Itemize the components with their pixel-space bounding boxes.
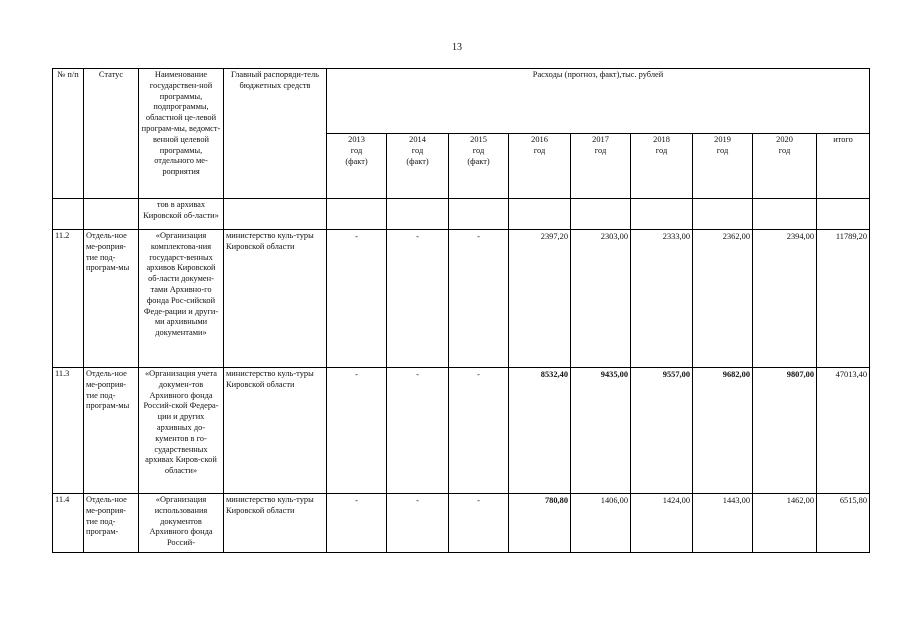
value-2017: 9435,00 (571, 368, 631, 494)
row-status: Отдель-ное ме-роприя-тие под-програм-мы (84, 230, 139, 368)
year-2014: 2014 год (факт) (387, 134, 449, 199)
expenses-table (52, 68, 870, 553)
value-2019: 1443,00 (693, 494, 753, 553)
continuation-name: тов в архивах Кировской об-ласти» (139, 199, 224, 230)
value-2016: 8532,40 (509, 368, 571, 494)
row-num: 11.2 (53, 230, 84, 368)
year-2015: 2015 год (факт) (449, 134, 509, 199)
value-2014: - (387, 230, 449, 368)
value-2014: - (387, 494, 449, 553)
row-name: «Организация учета докумен-тов Архивного фонда Россий-ской Федера-ции и других архивных до-кументов в го-сударственных архивах Киров-ской области» (139, 368, 224, 494)
header-num: № п/п (53, 69, 84, 199)
table-row (53, 494, 870, 553)
value-2020: 2394,00 (753, 230, 817, 368)
table-row-continuation (53, 199, 870, 230)
value-2017: 1406,00 (571, 494, 631, 553)
value-2018: 9557,00 (631, 368, 693, 494)
value-2017: 2303,00 (571, 230, 631, 368)
table-row (53, 368, 870, 494)
row-name: «Организация комплектова-ния государст-венных архивов Кировской об-ласти докумен-тами Архивно-го фонда Рос-сийской Феде-рации и други-ми архивными документами» (139, 230, 224, 368)
value-total: 11789,20 (817, 230, 870, 368)
table-row (53, 230, 870, 368)
row-num: 11.3 (53, 368, 84, 494)
value-2016: 2397,20 (509, 230, 571, 368)
value-2013: - (327, 368, 387, 494)
row-distributor: министерство куль-туры Кировской области (224, 494, 327, 553)
value-2018: 2333,00 (631, 230, 693, 368)
header-status: Статус (84, 69, 139, 199)
header-expenses: Расходы (прогноз, факт),тыс. рублей (327, 69, 870, 134)
row-distributor: министерство куль-туры Кировской области (224, 230, 327, 368)
row-distributor: министерство куль-туры Кировской области (224, 368, 327, 494)
value-2019: 9682,00 (693, 368, 753, 494)
row-num: 11.4 (53, 494, 84, 553)
year-2018: 2018 год (631, 134, 693, 199)
value-2015: - (449, 368, 509, 494)
value-total: 47013,40 (817, 368, 870, 494)
header-row (53, 69, 870, 134)
value-2015: - (449, 230, 509, 368)
year-2013: 2013 год (факт) (327, 134, 387, 199)
year-2020: 2020 год (753, 134, 817, 199)
value-total: 6515,80 (817, 494, 870, 553)
year-2016: 2016 год (509, 134, 571, 199)
value-2014: - (387, 368, 449, 494)
value-2013: - (327, 230, 387, 368)
row-name: «Организация использования документов Архивного фонда Россий- (139, 494, 224, 553)
year-2019: 2019 год (693, 134, 753, 199)
value-2020: 9807,00 (753, 368, 817, 494)
header-total: итого (817, 134, 870, 199)
value-2016: 780,80 (509, 494, 571, 553)
value-2015: - (449, 494, 509, 553)
row-status: Отдель-ное ме-роприя-тие под-програм-мы (84, 368, 139, 494)
header-distributor: Главный распоряди-тель бюджетных средств (224, 69, 327, 199)
header-name: Наименование государствен-ной программы, подпрограммы, областной це-левой програм-мы, ведомст-венной целевой программы, отдельного ме-роприятия (139, 69, 224, 199)
row-status: Отдель-ное ме-роприя-тие под-програм- (84, 494, 139, 553)
year-2017: 2017 год (571, 134, 631, 199)
page-number: 13 (452, 42, 462, 53)
value-2013: - (327, 494, 387, 553)
value-2019: 2362,00 (693, 230, 753, 368)
value-2020: 1462,00 (753, 494, 817, 553)
value-2018: 1424,00 (631, 494, 693, 553)
